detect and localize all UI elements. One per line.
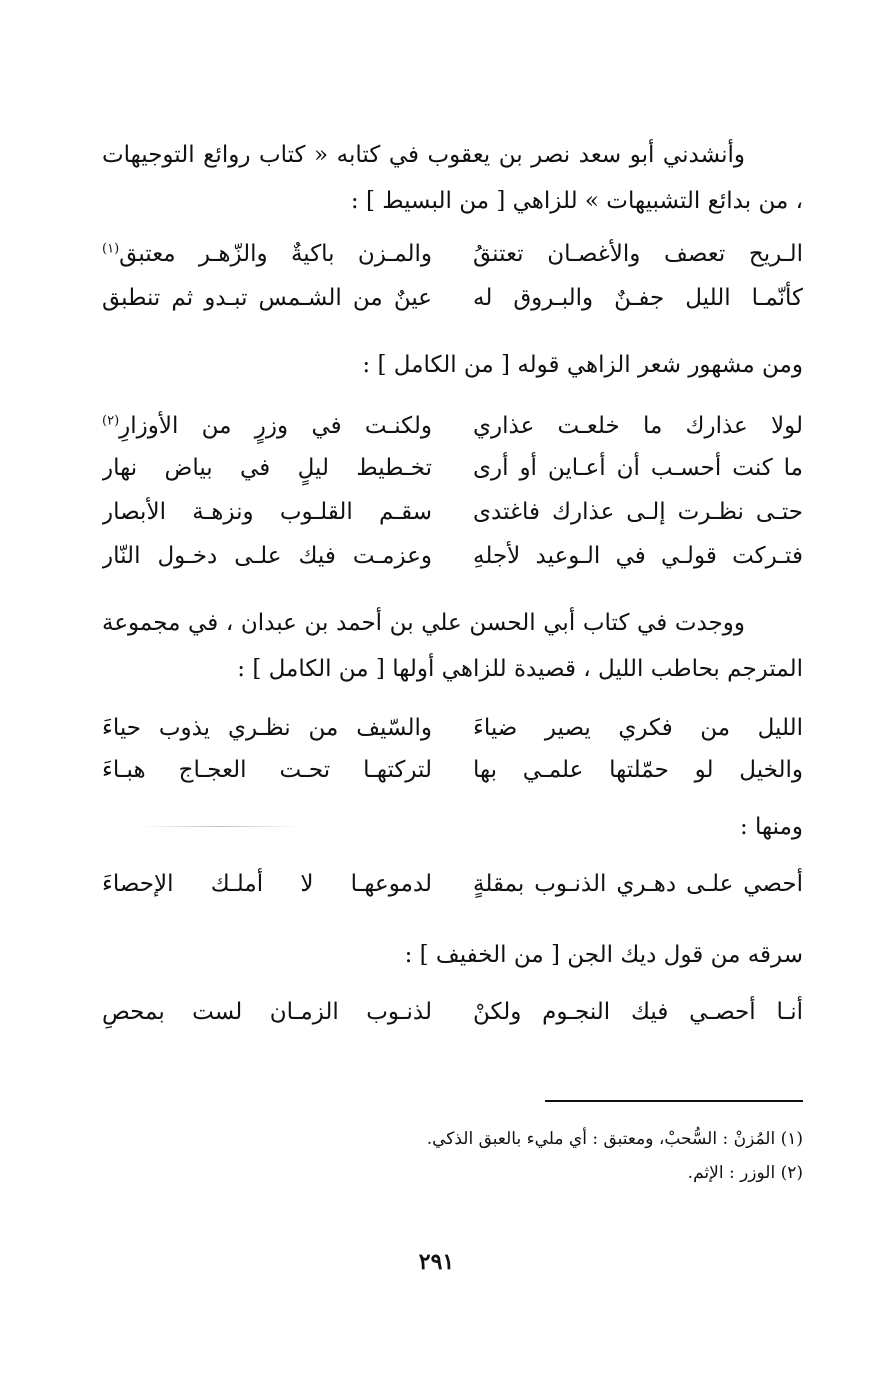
verse-second-hemistich: والسّيف من نظـري يذوب حياءَ	[102, 715, 432, 741]
footnote-marker: (٢)	[102, 413, 120, 429]
verse-second-hemistich: سقـم القلـوب ونزهـة الأبصار	[102, 499, 432, 525]
verse-second-hemistich	[102, 232, 432, 276]
verse-second-hemistich: تخـطيط ليلٍ في بياض نهار	[102, 455, 432, 481]
intro-paragraph-4: ومنها :	[739, 814, 803, 840]
verse-first-hemistich: لولا عذارك ما خلعـت عذاري	[473, 413, 803, 439]
footnote: (٢) الوزر : الإثم.	[687, 1163, 803, 1183]
verse-first-hemistich: الليل من فكري يصير ضياءَ	[473, 715, 803, 741]
verse-first-hemistich: حتـى نظـرت إلـى عذارك فاغتدى	[473, 499, 803, 525]
verse-line	[102, 490, 803, 534]
verse-first-hemistich: الـريح تعصف والأغصـان تعتنقُ	[473, 241, 803, 267]
verse-first-hemistich: كأنّمـا الليل جفـنٌ والبـروق له	[473, 285, 803, 311]
verse-line	[102, 862, 803, 906]
verse-second-hemistich	[102, 404, 432, 448]
intro-paragraph-2: ومن مشهور شعر الزاهي قوله [ من الكامل ] :	[362, 352, 803, 378]
verse-line	[102, 276, 803, 320]
verse-second-hemistich: لذنـوب الزمـان لست بمحصِ	[102, 999, 432, 1025]
verse-first-hemistich: أحصي علـى دهـري الذنـوب بمقلةٍ	[473, 871, 803, 897]
verse-line	[102, 748, 803, 792]
footnote-separator	[545, 1100, 803, 1102]
verse-second-hemistich: لتركتهـا تحـت العجـاج هبـاءَ	[102, 757, 432, 783]
verse-first-hemistich: أنـا أحصـي فيك النجـوم ولكنْ	[473, 999, 803, 1025]
verse-line	[102, 232, 803, 276]
verse-first-hemistich: والخيل لو حمّلتها علمـي بها	[473, 757, 803, 783]
verse-text: ولكنـت في وزرٍ من الأوزارِ	[119, 413, 432, 439]
verse-line	[102, 404, 803, 448]
verse-line	[102, 534, 803, 578]
page-number: ٢٩١	[418, 1249, 455, 1275]
verse-line	[102, 990, 803, 1034]
verse-line	[102, 706, 803, 750]
verse-second-hemistich: عينٌ من الشـمس تبـدو ثم تنطبق	[102, 285, 432, 311]
verse-first-hemistich: فتـركت قولـي في الـوعيد لأجلهِ	[473, 543, 803, 569]
intro-paragraph-5: سرقه من قول ديك الجن [ من الخفيف ] :	[404, 942, 803, 968]
verse-text: والمـزن باكيةٌ والزّهـر معتبق	[119, 241, 432, 267]
footnote: (١) المُزنْ : السُّحبْ، ومعتبق : أي مليء بالعبق الذكي.	[426, 1129, 803, 1149]
verse-line	[102, 446, 803, 490]
intro-paragraph-1: وأنشدني أبو سعد نصر بن يعقوب في كتابه « كتاب روائع التوجيهات ، من بدائع التشبيهات » للزاهي [ من البسيط ] :	[102, 142, 803, 214]
verse-second-hemistich: لدموعهـا لا أملـك الإحصاءَ	[102, 871, 432, 897]
footnote-marker: (١)	[102, 241, 120, 257]
intro-paragraph-3: ووجدت في كتاب أبي الحسن علي بن أحمد بن عبدان ، في مجموعة المترجم بحاطب الليل ، قصيدة للزاهي أولها [ من الكامل ] :	[102, 610, 803, 682]
verse-first-hemistich: ما كنت أحسـب أن أعـاين أو أرى	[473, 455, 803, 481]
verse-second-hemistich: وعزمـت فيك علـى دخـول النّار	[102, 543, 432, 569]
